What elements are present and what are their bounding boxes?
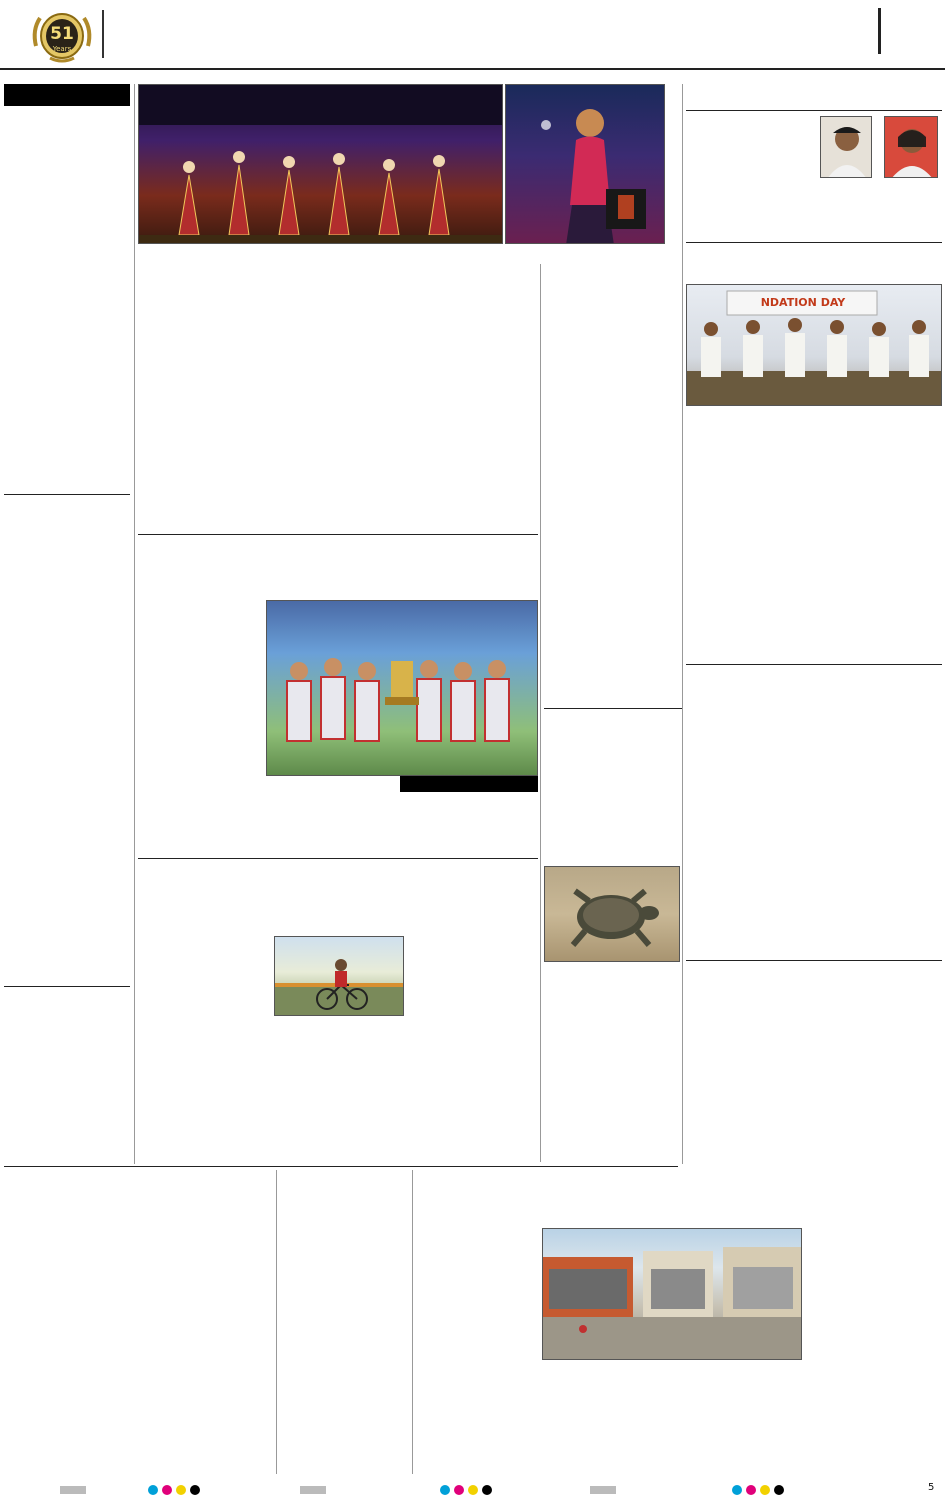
farmers-dateline [4, 1038, 130, 1050]
nss-camp-body [544, 340, 680, 706]
singer-photo [505, 84, 665, 244]
youth-leader-headline [4, 498, 130, 538]
kulad-champion-headline [138, 540, 538, 594]
registration-dot-cyan-3 [732, 1485, 742, 1495]
dance-performance-photo [138, 84, 503, 244]
labour-banner-text: NDATION DAY [760, 296, 846, 309]
column-rule-4 [276, 1170, 277, 1474]
dateline-date [112, 34, 282, 52]
registration-dot-cyan [148, 1485, 158, 1495]
scholar-photo-2 [884, 116, 938, 178]
masthead [0, 0, 945, 72]
registration-dot-black [190, 1485, 200, 1495]
labour-meeting-photo [686, 284, 942, 406]
state-bank-headline [686, 964, 942, 1004]
registration-grey-3 [590, 1486, 616, 1494]
scholar-name-1 [820, 180, 878, 192]
home-attack-body [4, 166, 130, 492]
krushi-loan-headline [686, 668, 942, 708]
registration-dot-magenta-2 [454, 1485, 464, 1495]
column-rule-5 [412, 1170, 413, 1474]
sea-turtle-headline [544, 712, 680, 760]
rule-left-1 [4, 494, 130, 495]
scholarship-body [686, 128, 816, 236]
rule-center-4 [544, 708, 682, 709]
kulad-champion-dateline [138, 600, 262, 612]
women-child-dateline [280, 1212, 410, 1224]
cricket-label-box [400, 776, 538, 792]
nss-camp-dateline [544, 326, 680, 338]
registration-dot-cyan-2 [440, 1485, 450, 1495]
kulad-champion-body-cont [266, 794, 538, 856]
masthead-bottom-rule [0, 68, 945, 70]
logo-word [42, 12, 82, 22]
scholar-name-2 [882, 180, 942, 192]
masthead-divider [102, 10, 104, 58]
home-attack-headline [4, 110, 130, 150]
cricket-team-photo [266, 600, 538, 776]
sea-turtle-body [544, 776, 680, 1160]
cyclist-photo [274, 936, 404, 1016]
labour-body [686, 422, 942, 658]
registration-dot-magenta [162, 1485, 172, 1495]
registration-grey-2 [300, 1486, 326, 1494]
krushi-loan-body [686, 748, 942, 954]
concert-photo-caption [138, 246, 665, 258]
farmers-body [4, 1052, 130, 1164]
youth-festival-dateline [4, 1212, 134, 1224]
women-child-body [280, 1226, 410, 1476]
anniversary-logo [28, 6, 96, 64]
kulad-champion-body [138, 614, 262, 856]
greater-hope-dateline [190, 324, 470, 336]
labour-photo-caption [686, 408, 942, 420]
sea-turtle-photo [544, 866, 680, 962]
youth-festival-headline [4, 1170, 274, 1208]
dateline-city-day [112, 14, 282, 32]
rule-center-1 [138, 534, 538, 535]
bahujan-bandh-headline [418, 1172, 942, 1224]
footer-page-number: 5 [928, 1482, 935, 1493]
rule-right-2 [686, 664, 942, 665]
registration-dot-yellow-2 [468, 1485, 478, 1495]
sea-turtle-dateline [544, 762, 680, 774]
registration-dot-magenta-3 [746, 1485, 756, 1495]
youth-leader-body [4, 556, 130, 984]
rule-center-3 [138, 1166, 678, 1167]
scholarship-dateline [686, 114, 816, 126]
section-page-number [884, 4, 942, 56]
rule-left-2 [4, 986, 130, 987]
farmers-headline [4, 990, 130, 1036]
women-child-subhead [280, 1192, 410, 1212]
section-title-divider [878, 8, 881, 54]
column-rule-1 [134, 84, 135, 1164]
section-title [670, 4, 870, 56]
women-child-headline [280, 1170, 410, 1192]
bahujan-bandh-dateline [418, 1230, 538, 1242]
greater-hope-headline [138, 264, 533, 320]
logo-years: Years [52, 45, 72, 53]
nandighosh-headline [138, 862, 538, 906]
column-rule-3 [682, 84, 683, 1164]
youth-leader-dateline [4, 542, 130, 554]
brief-label [4, 84, 130, 106]
nandighosh-dateline [138, 936, 268, 948]
column-rule-2 [540, 264, 541, 1162]
rule-right-1 [686, 242, 942, 243]
krushi-loan-dateline [686, 734, 826, 746]
rule-center-2 [138, 858, 538, 859]
registration-dot-black-2 [482, 1485, 492, 1495]
krushi-loan-subhead [686, 710, 942, 730]
state-bank-dateline [686, 1008, 816, 1020]
brief-label-text [4, 84, 130, 106]
scholarship-body-cont [820, 194, 942, 236]
closed-market-photo [542, 1228, 802, 1360]
scholar-photo-1 [820, 116, 872, 178]
rule-right-3 [686, 960, 942, 961]
scholarship-headline [686, 84, 942, 110]
state-bank-body [686, 1022, 942, 1162]
greater-hope-body [138, 338, 533, 532]
registration-dot-black-3 [774, 1485, 784, 1495]
nss-camp-headline [544, 264, 680, 326]
registration-dot-yellow [176, 1485, 186, 1495]
registration-grey-1 [60, 1486, 86, 1494]
cricket-label-text [400, 776, 538, 792]
rule-right-0 [686, 110, 942, 111]
youth-festival-body [4, 1226, 274, 1476]
logo-number: 51 [50, 24, 74, 44]
registration-dot-yellow-3 [760, 1485, 770, 1495]
home-attack-dateline [4, 152, 130, 164]
nandighosh-subhead [138, 906, 538, 932]
labour-headline [686, 246, 942, 282]
